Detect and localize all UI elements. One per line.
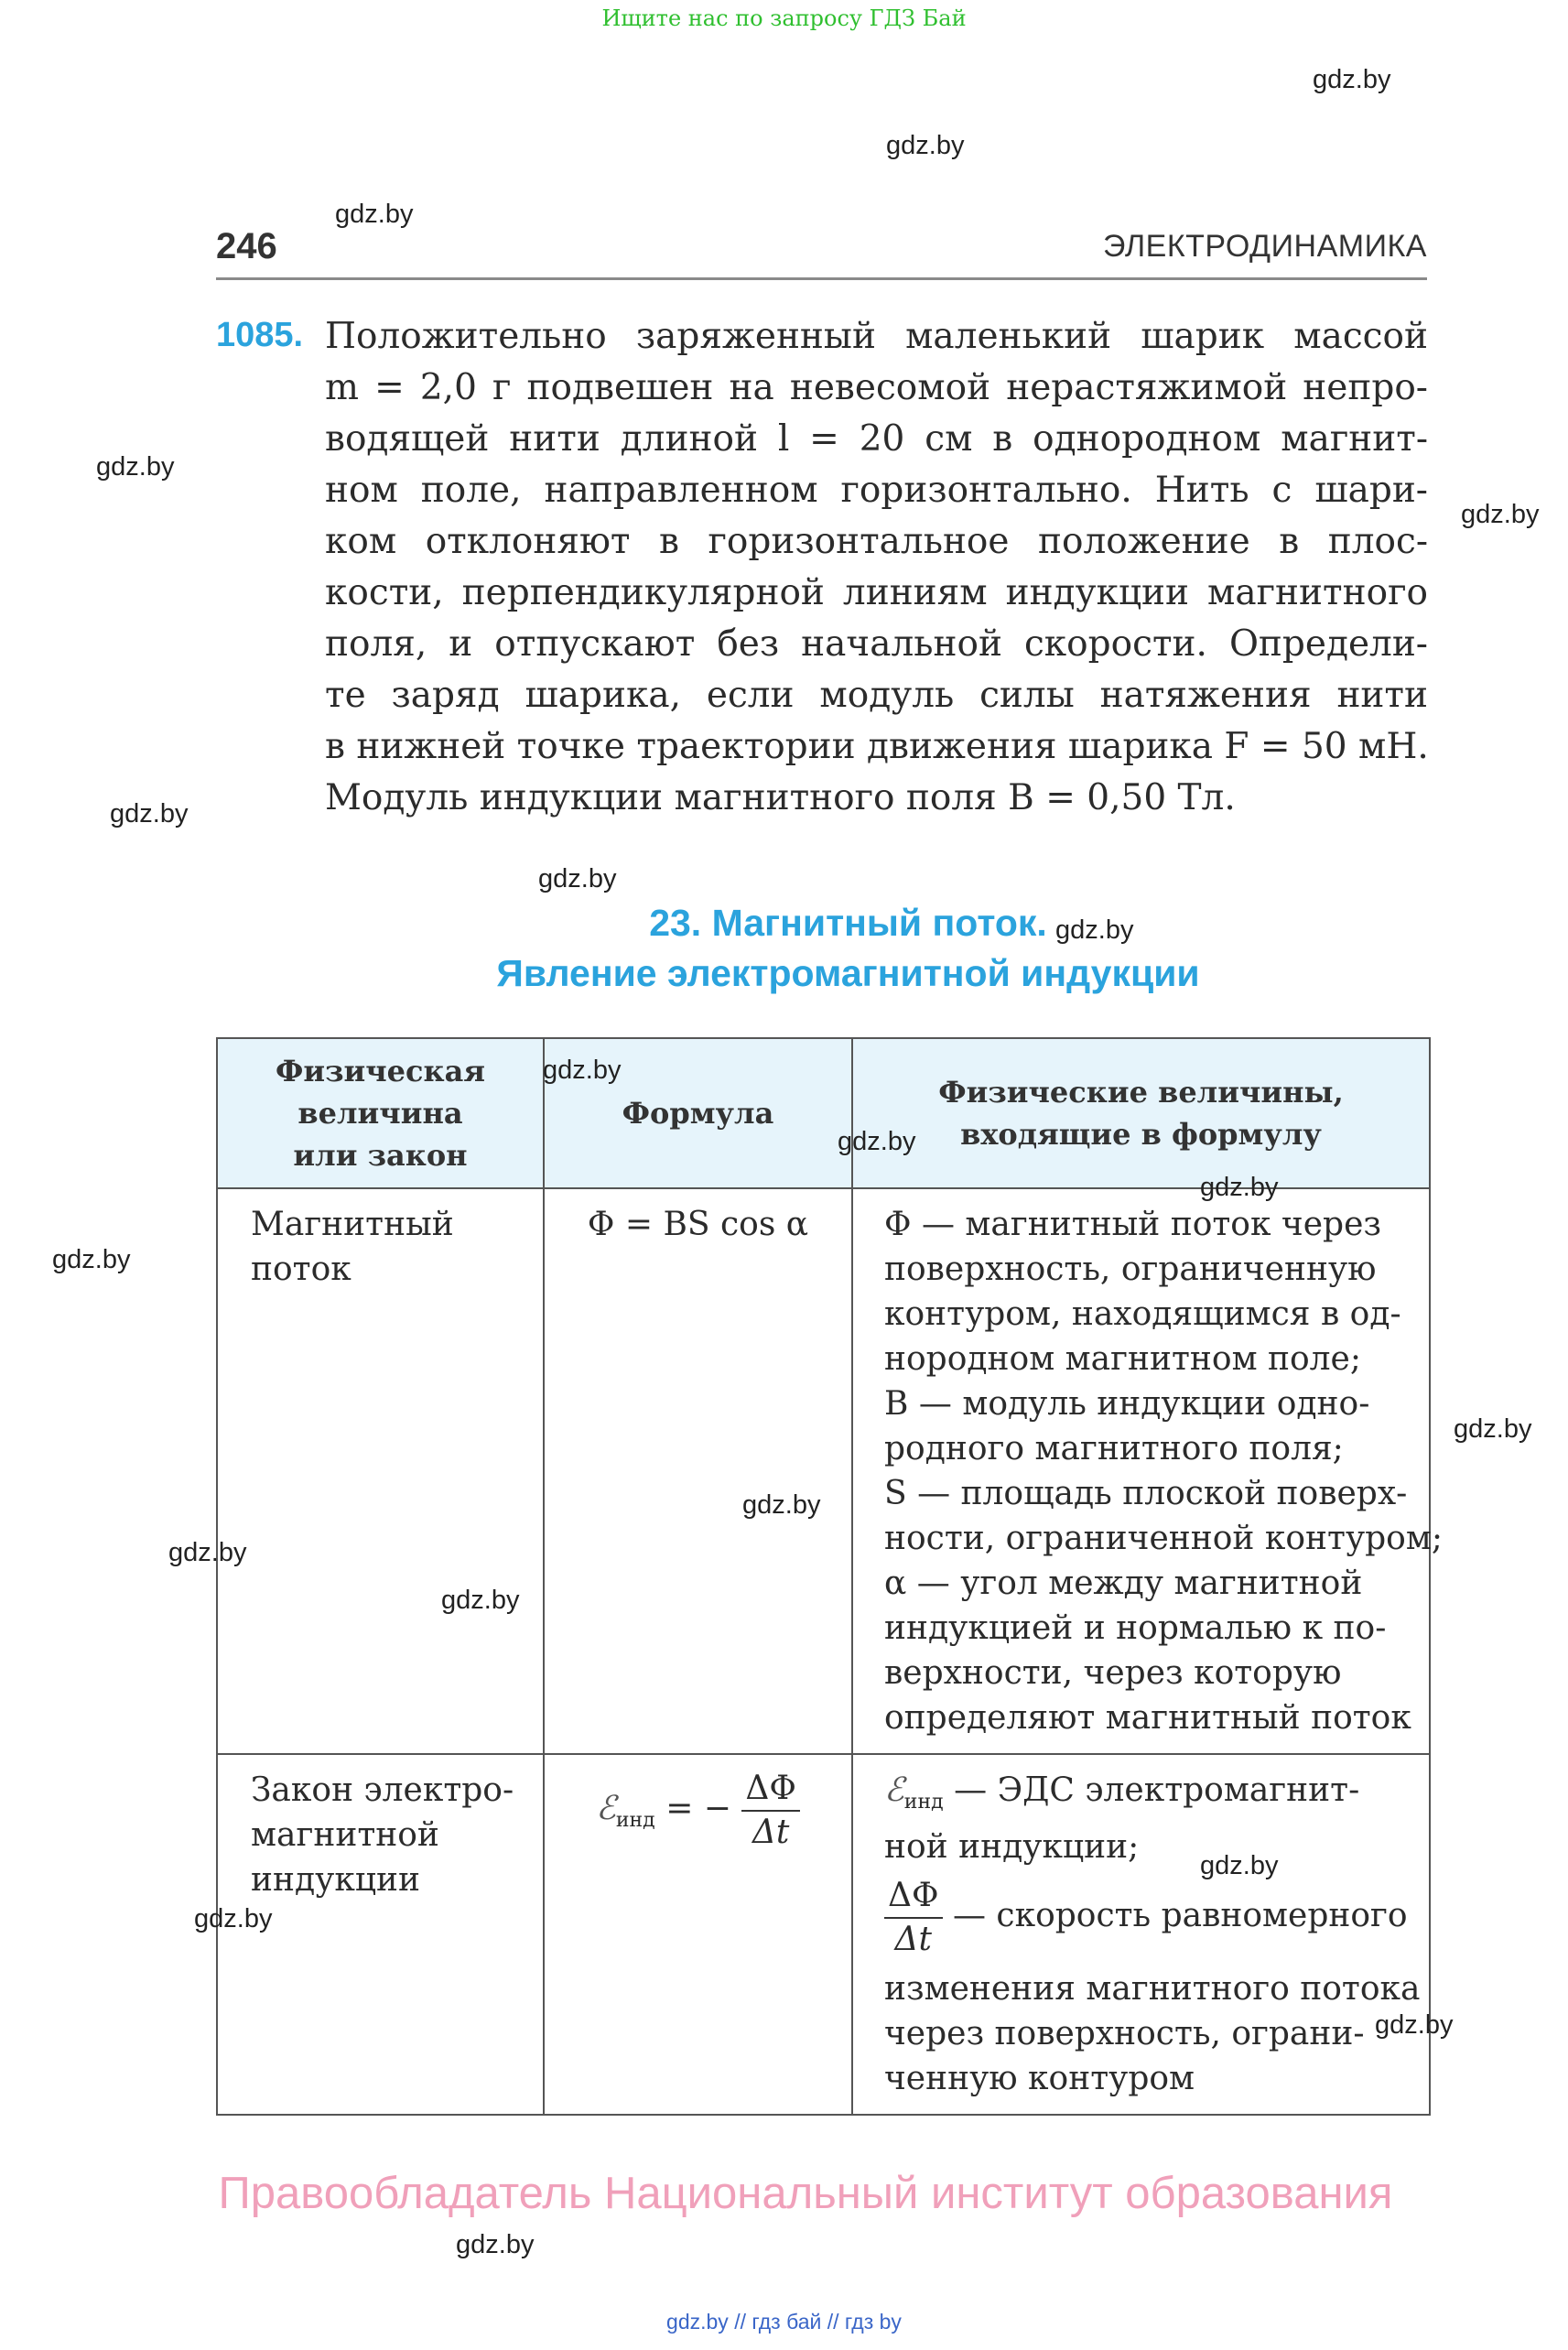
watermark: gdz.by: [110, 799, 189, 828]
problem-line: ком отклоняют в горизонтальное положение в плос-: [325, 521, 1428, 562]
watermark: gdz.by: [1461, 500, 1540, 529]
header-quantity: Физическая величина или закон: [217, 1038, 544, 1188]
problem-text: [325, 311, 1428, 824]
magnetic-flux-formula: Φ = BS cos α: [587, 1206, 809, 1243]
watermark: gdz.by: [742, 1490, 821, 1520]
watermark: gdz.by: [96, 452, 175, 482]
watermark: gdz.by: [168, 1538, 247, 1567]
problem-line: ном поле, направленном горизонтально. Нить с шари-: [325, 470, 1428, 511]
formula-cell: [544, 1188, 852, 1754]
problem-line: m = 2,0 г подвешен на невесомой нерастяжимой непро-: [325, 367, 1428, 408]
problem-line: кости, перпендикулярной линиям индукции магнитного: [325, 572, 1428, 613]
copyright-notice: Правообладатель Национальный институт образования: [218, 2169, 1393, 2218]
watermark: gdz.by: [543, 1056, 622, 1085]
footer-links[interactable]: gdz.by // гдз бай // гдз by: [666, 2310, 902, 2334]
watermark: gdz.by: [1055, 915, 1134, 945]
header-variables: Физические величины, входящие в формулу: [852, 1038, 1430, 1188]
problem-line: в нижней точке траектории движения шарика F = 50 мН.: [325, 726, 1429, 767]
watermark: gdz.by: [335, 200, 414, 229]
problem-line: Положительно заряженный маленький шарик массой: [325, 316, 1428, 357]
chapter-title-line2: Явление электромагнитной индукции: [496, 952, 1200, 994]
header-rule: [216, 277, 1427, 280]
watermark: gdz.by: [886, 131, 965, 160]
problem-number: 1085.: [216, 316, 304, 354]
table-row: [217, 1188, 1430, 1754]
watermark: gdz.by: [538, 864, 617, 893]
problem-line: Модуль индукции магнитного поля B = 0,50 Тл.: [325, 777, 1236, 818]
watermark: gdz.by: [1375, 2010, 1454, 2040]
variables-cell: Φ — магнитный поток через поверхность, ограниченную контуром, находящимся в од- нородном магнитном поле; B — модуль индукции одно- родного магнитного поля; S — площадь плоской поверх- ности, ограниченной контуром; α — угол между магнитной индукцией и нормалью к по- верхности, через которую определяют магнитный поток: [852, 1188, 1430, 1754]
watermark: gdz.by: [1200, 1173, 1279, 1202]
watermark: gdz.by: [441, 1586, 520, 1615]
table-row: [217, 1754, 1430, 2115]
quantity-name: Магнитный поток: [217, 1188, 544, 1754]
problem-line: те заряд шарика, если модуль силы натяжения нити: [325, 675, 1428, 716]
problem-line: поля, и отпускают без начальной скорости. Определи-: [325, 623, 1428, 665]
induction-law-formula: ℰ$_{инд}$ = − $\frac{\Delta\Phi}{\Delta t}$: [596, 1790, 800, 1827]
watermark: gdz.by: [1454, 1414, 1532, 1444]
section-title: ЭЛЕКТРОДИНАМИКА: [1103, 229, 1427, 264]
table-header-row: [217, 1038, 1430, 1188]
watermark: gdz.by: [838, 1127, 916, 1156]
watermark: gdz.by: [456, 2230, 535, 2259]
page-number: 246: [216, 226, 277, 266]
variables-cell: ℰ$_{инд}$ — ЭДС электромагнит- ной индукции; $\frac{\Delta\Phi}{\Delta t}$ — скорость равномерного изменения магнитного потока через поверхность, ограни- ченную контуром: [852, 1754, 1430, 2115]
watermark: gdz.by: [1313, 65, 1391, 94]
watermark: gdz.by: [194, 1904, 273, 1933]
watermark: gdz.by: [52, 1245, 131, 1274]
quantity-name: Закон электро- магнитной индукции: [217, 1754, 544, 2115]
chapter-title-line1: 23. Магнитный поток.: [649, 902, 1047, 944]
formula-cell: [544, 1754, 852, 2115]
problem-line: водящей нити длиной l = 20 см в однородном магнит-: [325, 418, 1428, 460]
header-formula: Формула: [544, 1038, 852, 1188]
top-banner[interactable]: Ищите нас по запросу ГДЗ Бай: [601, 5, 967, 31]
watermark: gdz.by: [1200, 1851, 1279, 1880]
